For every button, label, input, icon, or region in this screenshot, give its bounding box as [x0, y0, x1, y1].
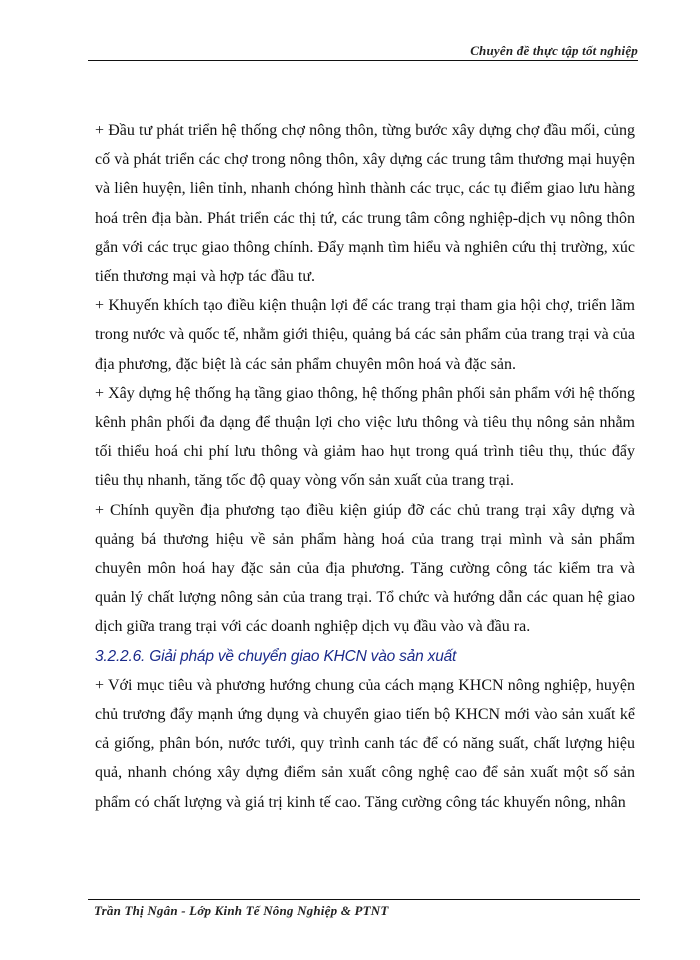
header-title: Chuyên đề thực tập tốt nghiệp	[470, 43, 638, 58]
header-rule	[88, 60, 638, 61]
paragraph-trade-fairs: + Khuyến khích tạo điều kiện thuận lợi để các trang trại tham gia hội chợ, triển lãm trong nước và quốc tế, nhằm giới thiệu, quảng bá các sản phẩm của trang trại và của địa phương, đặc biệt là các sản phẩm chuyên môn hoá và đặc sản.	[95, 297, 635, 373]
paragraph-market-development: + Đầu tư phát triển hệ thống chợ nông thôn, từng bước xây dựng chợ đầu mối, củng cố và phát triển các chợ trong nông thôn, xây dựng các trung tâm thương mại huyện và liên huyện, liên tỉnh, nhanh chóng hình thành các trục, các tụ điểm giao lưu hàng hoá trên địa bàn. Phát triển các thị tứ, các trung tâm công nghiệp-dịch vụ nông thôn gắn với các trục giao thông chính. Đẩy mạnh tìm hiểu và nghiên cứu thị trường, xúc tiến thương mại và hợp tác đầu tư.	[95, 122, 635, 286]
paragraph-local-government: + Chính quyền địa phương tạo điều kiện giúp đỡ các chủ trang trại xây dựng và quảng bá thương hiệu về sản phẩm hàng hoá của trang trại mình và sản phẩm chuyên môn hoá hay đặc sản của địa phương. Tăng cường công tác kiểm tra và quản lý chất lượng nông sản của trang trại. Tổ chức và hướng dẫn các quan hệ giao dịch giữa trang trại với các doanh nghiệp dịch vụ đầu vào và đầu ra.	[95, 501, 635, 636]
body-text	[95, 116, 635, 817]
footer-author: Trần Thị Ngân - Lớp Kinh Tế Nông Nghiệp & PTNT	[94, 903, 389, 918]
section-subheading: 3.2.2.6. Giải pháp về chuyển giao KHCN vào sản xuất	[95, 647, 457, 665]
paragraph-technology-transfer: + Với mục tiêu và phương hướng chung của cách mạng KHCN nông nghiệp, huyện chủ trương đẩy mạnh ứng dụng và chuyển giao tiến bộ KHCN mới vào sản xuất kể cả giống, phân bón, nước tưới, quy trình canh tác để có năng suất, chất lượng hiệu quả, nhanh chóng xây dựng điểm sản xuất công nghệ cao để sản xuất một số sản phẩm có chất lượng và giá trị kinh tế cao. Tăng cường công tác khuyến nông, nhân	[95, 676, 635, 811]
footer-rule	[88, 899, 640, 900]
paragraph-infrastructure: + Xây dựng hệ thống hạ tầng giao thông, hệ thống phân phối sản phẩm với hệ thống kênh phân phối đa dạng để thuận lợi cho việc lưu thông và tiêu thụ nông sản nhằm tối thiểu hoá chi phí lưu thông và giảm hao hụt trong quá trình tiêu thụ, thúc đẩy tiêu thụ nhanh, tăng tốc độ quay vòng vốn sản xuất của trang trại.	[95, 384, 635, 490]
